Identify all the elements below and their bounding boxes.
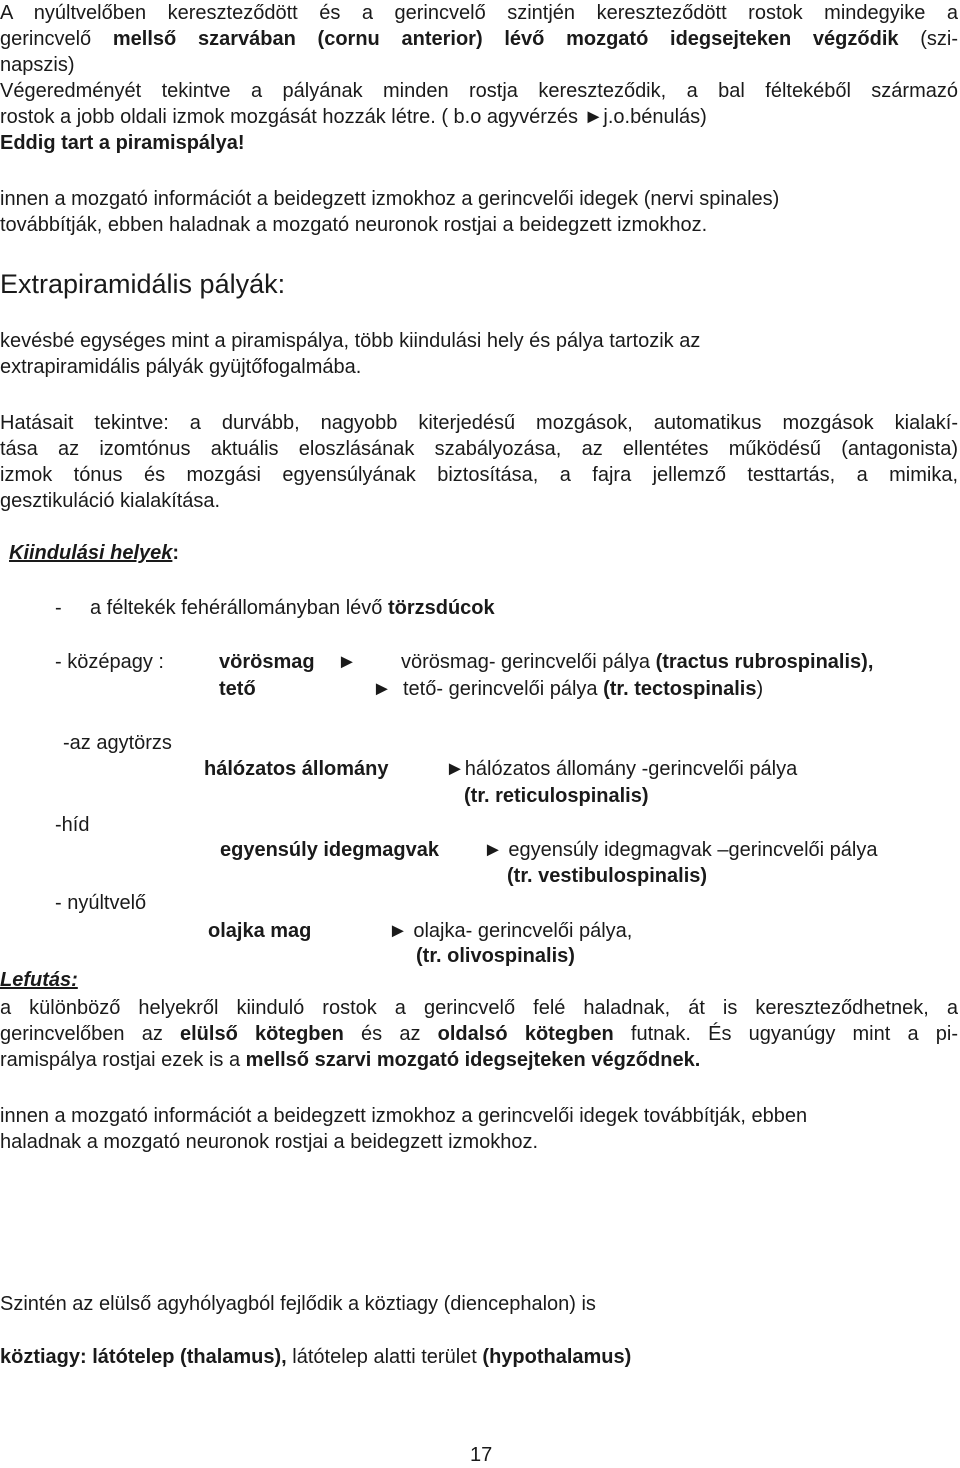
intro-line-2-pre: gerincvelő	[0, 28, 113, 50]
vestibular-latin-text: (tr. vestibulospinalis)	[507, 865, 708, 887]
course-line-3	[0, 1047, 958, 1073]
olive-latin	[416, 943, 575, 969]
vestibular-tract: ► egyensúly idegmagvak –gerincvelői pálya	[483, 839, 878, 861]
intro-line-2	[0, 26, 958, 52]
effects-line-4: gesztikuláció kialakítása.	[0, 490, 221, 512]
intro-line-2-post: (szi-	[898, 28, 958, 50]
intro-line-3: napszis)	[0, 54, 75, 76]
olive-tract: ► olajka- gerincvelői pálya,	[388, 920, 633, 942]
tectum-tract	[403, 676, 763, 702]
effects-line-2: tása az izomtónus aktuális eloszlásának szabályozása, az ellentétes működésű (antagonista)	[0, 438, 958, 460]
lateral-funiculus: oldalsó kötegben	[437, 1023, 614, 1045]
source-hemisphere	[90, 595, 495, 621]
vestibular-name: egyensúly idegmagvak	[220, 839, 439, 861]
extrapyramidal-description	[0, 328, 958, 380]
source-medulla-label: - nyúltvelő	[55, 892, 147, 914]
course-line-2-post: futnak. És ugyanúgy mint a pi-	[613, 1023, 958, 1045]
innen2-line-1: innen a mozgató információt a beidegzett izmokhoz a gerincvelői idegek továbbítják, ebben	[0, 1105, 808, 1127]
hypothalamus-label: (hypothalamus)	[482, 1346, 632, 1368]
red-nucleus-arrow: ►	[337, 651, 357, 673]
red-nucleus-tract-text: vörösmag- gerincvelői pálya	[401, 651, 656, 673]
origins-heading-label: Kiindulási helyek	[9, 542, 173, 564]
section-heading: Extrapiramidális pályák:	[0, 269, 286, 299]
effects-paragraph	[0, 410, 958, 514]
origins-heading	[9, 540, 179, 566]
diencephalon-sentence: Szintén az elülső agyhólyagból fejlődik a köztiagy (diencephalon) is	[0, 1293, 596, 1315]
spinal-nerves-paragraph-2	[0, 1103, 958, 1155]
course-line-3-pre: ramispálya rostjai ezek is a	[0, 1049, 246, 1071]
thalamus-label: köztiagy: látótelep (thalamus),	[0, 1346, 287, 1368]
tectum-tract-text: tető- gerincvelői pálya	[403, 678, 604, 700]
source-vestibular	[220, 837, 439, 863]
vestibular-latin	[507, 863, 707, 889]
intro-paragraph	[0, 0, 958, 156]
course-line-2-mid: és az	[343, 1023, 438, 1045]
reticular-tract: ►hálózatos állomány -gerincvelői pálya	[445, 758, 798, 780]
effects-line-1: Hatásait tekintve: a durvább, nagyobb kiterjedésű mozgások, automatikus mozgások kialakí-	[0, 412, 958, 434]
desc-line-1: kevésbé egységes mint a piramispálya, több kiindulási hely és pálya tartozik az	[0, 330, 701, 352]
red-nucleus-tract	[401, 649, 873, 675]
tectum-name: tető	[219, 678, 256, 700]
source-hemisphere-text: a féltekék fehérállományban lévő	[90, 597, 388, 619]
olive-name: olajka mag	[208, 920, 312, 942]
tectum-arrow: ►	[372, 678, 392, 700]
source-reticular	[204, 756, 389, 782]
anterior-funiculus: elülső kötegben	[180, 1023, 344, 1045]
diencephalon-parts	[0, 1344, 631, 1370]
spinal-nerves-paragraph	[0, 186, 958, 238]
intro-line-2-bold: mellső szarvában (cornu anterior) lévő mozgató idegsejteken végződik	[112, 28, 899, 50]
course-paragraph	[0, 995, 958, 1073]
red-nucleus-name: vörösmag	[219, 651, 315, 673]
course-line-2	[0, 1021, 958, 1047]
effects-line-3: izmok tónus és mozgási egyensúlyának biztosítása, a fajra jellemző testtartás, a mimika,	[0, 464, 958, 486]
course-line-1: a különböző helyekről kiinduló rostok a gerincvelő felé haladnak, át is kereszteződhetnek, a	[0, 997, 958, 1019]
desc-line-2: extrapiramidális pályák gyüjtőfogalmába.	[0, 356, 362, 378]
course-line-3-bold: mellső szarvi mozgató idegsejteken végződnek.	[245, 1049, 701, 1071]
intro-line-6	[0, 130, 958, 156]
course-heading-label: Lefutás:	[0, 969, 78, 991]
source-pons-label: -híd	[55, 814, 90, 836]
tectum-tract-end: )	[756, 678, 764, 700]
reticular-latin	[464, 783, 648, 809]
olive-latin-text: (tr. olivospinalis)	[416, 945, 575, 967]
origins-heading-colon: :	[172, 542, 180, 564]
course-heading	[0, 967, 78, 993]
course-line-2-pre: gerincvelőben az	[0, 1023, 180, 1045]
intro-line-5: rostok a jobb oldali izmok mozgását hozzák létre. ( b.o agyvérzés ►j.o.bénulás)	[0, 106, 707, 128]
reticular-latin-text: (tr. reticulospinalis)	[464, 785, 649, 807]
source-midbrain-label: - középagy :	[55, 651, 164, 673]
red-nucleus-tract-latin: (tractus rubrospinalis),	[655, 651, 874, 673]
diencephalon-parts-mid: látótelep alatti terület	[286, 1346, 483, 1368]
source-red-nucleus	[219, 649, 315, 675]
source-dash: -	[55, 597, 62, 619]
tectum-tract-latin: (tr. tectospinalis	[603, 678, 757, 700]
source-tectum	[219, 676, 256, 702]
pyramidal-end-note: Eddig tart a piramispálya!	[0, 132, 245, 154]
reticular-name: hálózatos állomány	[204, 758, 389, 780]
intro-line-4: Végeredményét tekintve a pályának minden rostja kereszteződik, a bal féltekéből származó	[0, 80, 958, 102]
source-brainstem-label: -az agytörzs	[63, 732, 172, 754]
spinal-line-2: továbbítják, ebben haladnak a mozgató neuronok rostjai a beidegzett izmokhoz.	[0, 214, 708, 236]
intro-line-1: A nyúltvelőben kereszteződött és a gerincvelő szintjén kereszteződött rostok mindegyike a	[0, 2, 958, 24]
innen2-line-2: haladnak a mozgató neuronok rostjai a beidegzett izmokhoz.	[0, 1131, 539, 1153]
spinal-line-1: innen a mozgató információt a beidegzett izmokhoz a gerincvelői idegek (nervi spinales)	[0, 188, 780, 210]
source-olive	[208, 918, 311, 944]
source-basal-ganglia: törzsdúcok	[387, 597, 495, 619]
page-number: 17	[470, 1444, 493, 1466]
